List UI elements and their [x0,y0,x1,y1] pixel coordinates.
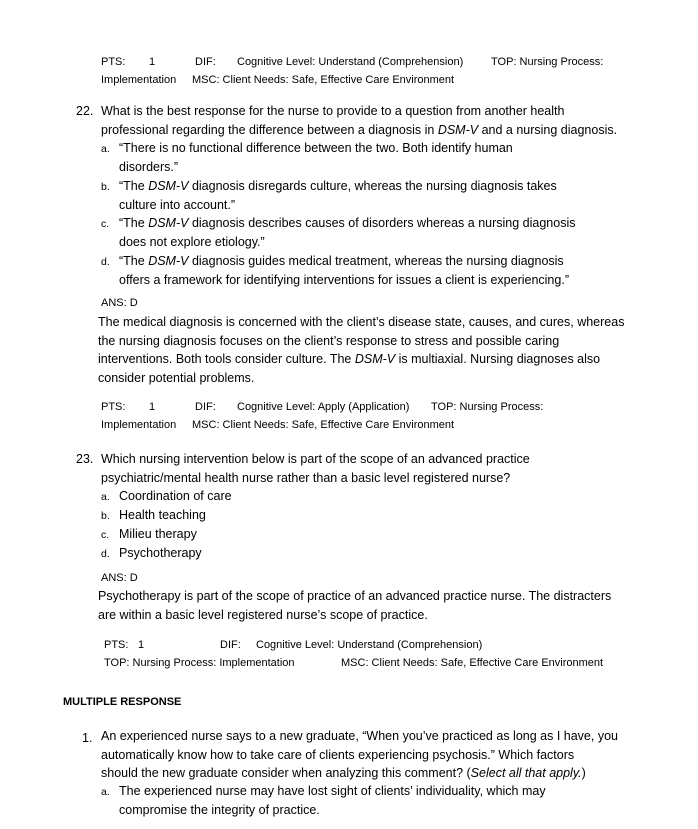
dif-value: Cognitive Level: Apply (Application) [237,401,410,413]
answer-key: ANS: D [101,572,138,584]
answer-option: “The DSM-V diagnosis guides medical treatment, whereas the nursing diagnosis offers a framework for identifying interventions for issues a client is experiencing.” [119,254,569,287]
answer-option: “The DSM-V diagnosis disregards culture, whereas the nursing diagnosis takes culture into account.” [119,179,557,212]
dif-value: Cognitive Level: Understand (Comprehension) [237,56,464,68]
question-stem: Which nursing intervention below is part of the scope of an advanced practice psychiatric/mental health nurse rather than a basic level registered nurse? [101,452,530,485]
option-letter: b. [101,510,110,522]
dif-label: DIF: [220,639,241,651]
rationale: The medical diagnosis is concerned with the client’s disease state, causes, and cures, whereas the nursing diagnosis focuses on the client’s response to stress and possible caring interventions. Both tools consider culture. The DSM-V is multiaxial. Nursing diagnoses also consider potential problems. [98,315,625,385]
question-metadata [101,53,604,71]
question-metadata-line2 [104,654,604,672]
pts-value: 1 [149,401,156,413]
topic-continued: Implementation [101,74,177,86]
rationale: Psychotherapy is part of the scope of practice of an advanced practice nurse. The distracters are within a basic level registered nurse’s scope of practice. [98,589,612,622]
section-heading: MULTIPLE RESPONSE [63,696,182,708]
answer-option: “There is no functional difference between the two. Both identify human disorders.” [119,141,513,174]
pts-label: PTS: [101,401,126,413]
question-number: 1. [82,731,93,745]
msc: MSC: Client Needs: Safe, Effective Care Environment [192,419,455,431]
pts-value: 1 [149,56,156,68]
question-stem: An experienced nurse says to a new graduate, “When you’ve practiced as long as I have, you automatically know how to take care of clients experiencing psychosis.” Which factors should the new graduate consider when analyzing this comment? (Select all that apply.) [101,729,618,780]
answer-option: Milieu therapy [119,527,197,541]
question-metadata-line2 [101,416,455,434]
question-stem [101,102,661,139]
question-metadata-line2 [101,71,455,89]
stem-line: What is the best response for the nurse to provide to a question from another health [101,104,565,118]
option-letter: c. [101,218,110,230]
answer-key: ANS: D [101,297,138,309]
option-letter: a. [101,491,110,503]
option-letter: b. [101,181,110,193]
answer-option: Psychotherapy [119,546,202,560]
answer-option: Health teaching [119,508,206,522]
option-letter: a. [101,786,110,798]
option-letter: c. [101,529,110,541]
topic: TOP: Nursing Process: [431,401,544,413]
question-metadata [101,398,544,416]
question-metadata [104,636,483,654]
topic-continued: Implementation [101,419,177,431]
pts-value: 1 [138,639,145,651]
stem-line: professional regarding the difference between a diagnosis in DSM-V and a nursing diagnosis. [101,122,618,137]
dif-label: DIF: [195,401,216,413]
topic: TOP: Nursing Process: [491,56,604,68]
option-letter: d. [101,256,110,268]
answer-option: Coordination of care [119,489,232,503]
dif-value: Cognitive Level: Understand (Comprehension) [256,639,483,651]
option-letter: d. [101,548,110,560]
answer-option: “The DSM-V diagnosis describes causes of disorders whereas a nursing diagnosis does not explore etiology.” [119,216,576,249]
question-number: 23. [76,452,94,466]
msc: MSC: Client Needs: Safe, Effective Care Environment [192,74,455,86]
option-letter: a. [101,143,110,155]
answer-option: The experienced nurse may have lost sight of clients’ individuality, which may compromise the integrity of practice. [119,784,546,817]
dif-label: DIF: [195,56,216,68]
question-number: 22. [76,104,94,118]
msc: MSC: Client Needs: Safe, Effective Care Environment [341,657,604,669]
pts-label: PTS: [101,56,126,68]
topic: TOP: Nursing Process: Implementation [104,657,295,669]
pts-label: PTS: [104,639,129,651]
